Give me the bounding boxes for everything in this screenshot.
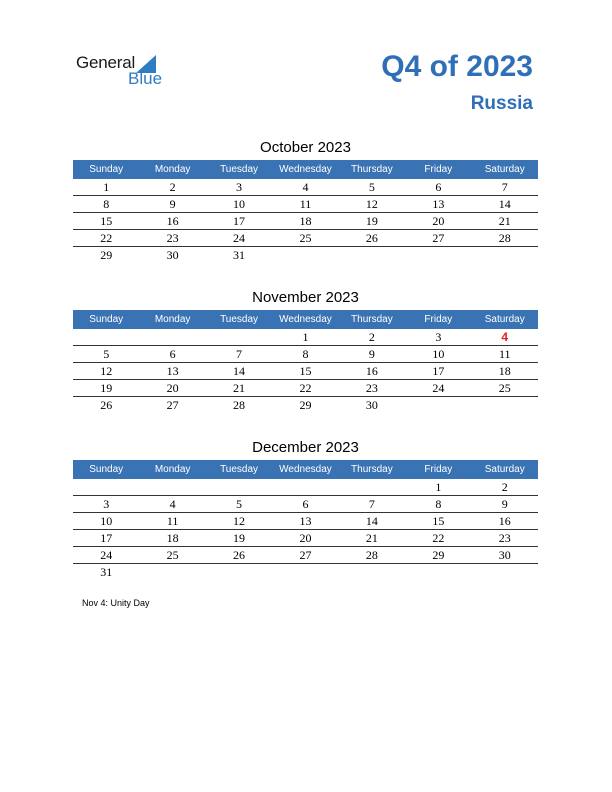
day-cell [405, 397, 471, 413]
day-cell: 21 [365, 531, 378, 545]
day-cell: 23 [498, 531, 511, 545]
country-name: Russia [470, 93, 533, 114]
weekday-label: Thursday [351, 464, 393, 475]
day-cell: 2 [169, 180, 176, 194]
day-cell: 28 [233, 398, 246, 412]
day-cell: 15 [432, 514, 445, 528]
day-cell: 26 [365, 231, 378, 245]
day-cell: 11 [299, 197, 312, 211]
day-cell: 29 [100, 248, 113, 262]
weekday-label: Sunday [89, 314, 124, 325]
day-cell: 3 [236, 180, 243, 194]
week-row [73, 230, 538, 247]
day-cell: 15 [100, 214, 113, 228]
weekday-label: Wednesday [279, 464, 332, 475]
day-cell: 5 [236, 497, 243, 511]
day-cell [206, 479, 272, 495]
day-cell: 22 [100, 231, 113, 245]
day-cell: 15 [299, 364, 312, 378]
day-cell: 7 [236, 347, 243, 361]
day-cell: 18 [166, 531, 179, 545]
day-cell [405, 247, 471, 263]
month-title: November 2023 [252, 289, 359, 306]
week-row [73, 363, 538, 380]
weekday-label: Saturday [484, 314, 525, 325]
day-cell [73, 329, 139, 345]
day-cell [206, 564, 272, 580]
day-cell: 3 [435, 330, 442, 344]
day-cell [339, 479, 405, 495]
day-cell: 21 [233, 381, 246, 395]
week-row [73, 380, 538, 397]
day-cell: 7 [501, 180, 508, 194]
day-cell: 14 [233, 364, 246, 378]
day-cell: 8 [103, 197, 110, 211]
day-cell [272, 247, 338, 263]
day-cell: 2 [368, 330, 375, 344]
day-cell: 30 [365, 398, 378, 412]
day-cell: 13 [432, 197, 445, 211]
day-cell: 26 [100, 398, 113, 412]
day-cell [472, 564, 538, 580]
weekday-label: Saturday [484, 464, 525, 475]
weekday-header [73, 310, 538, 329]
day-cell [272, 479, 338, 495]
day-cell: 30 [498, 548, 511, 562]
day-cell: 24 [432, 381, 445, 395]
day-cell: 10 [432, 347, 445, 361]
day-cell-holiday: 4 [501, 330, 509, 344]
day-cell: 23 [166, 231, 179, 245]
day-cell: 17 [233, 214, 246, 228]
day-cell [339, 247, 405, 263]
logo-text-blue: Blue [128, 69, 163, 88]
month-december [73, 437, 538, 580]
day-cell: 22 [299, 381, 312, 395]
week-row [73, 346, 538, 363]
day-cell: 25 [498, 381, 511, 395]
weekday-label: Monday [154, 464, 191, 475]
page-title: Q4 of 2023 [381, 50, 533, 83]
weekday-label: Sunday [89, 464, 124, 475]
day-cell: 20 [299, 531, 312, 545]
month-october [73, 137, 538, 263]
day-cell: 14 [498, 197, 511, 211]
day-cell: 7 [368, 497, 375, 511]
day-cell [272, 564, 338, 580]
day-cell: 4 [169, 497, 176, 511]
day-cell: 16 [365, 364, 378, 378]
day-cell: 8 [302, 347, 309, 361]
day-cell: 28 [498, 231, 511, 245]
day-cell: 19 [100, 381, 113, 395]
day-cell: 27 [432, 231, 445, 245]
week-row [73, 397, 538, 413]
day-cell: 11 [498, 347, 511, 361]
day-cell: 6 [169, 347, 176, 361]
day-cell [139, 564, 205, 580]
month-title: December 2023 [252, 439, 359, 456]
day-cell: 9 [169, 197, 176, 211]
day-cell [139, 329, 205, 345]
day-cell: 18 [498, 364, 511, 378]
day-cell: 20 [432, 214, 445, 228]
day-cell: 12 [100, 364, 113, 378]
day-cell: 23 [365, 381, 378, 395]
day-cell: 31 [100, 565, 113, 579]
day-cell: 22 [432, 531, 445, 545]
day-cell [206, 329, 272, 345]
day-cell: 9 [368, 347, 375, 361]
day-cell: 6 [302, 497, 309, 511]
week-row [73, 564, 538, 580]
week-row [73, 496, 538, 513]
weekday-label: Saturday [484, 164, 525, 175]
day-cell: 6 [435, 180, 442, 194]
week-row [73, 513, 538, 530]
day-cell: 1 [103, 180, 110, 194]
day-cell: 5 [368, 180, 375, 194]
weekday-label: Friday [424, 464, 453, 475]
month-grid [73, 179, 538, 263]
day-cell [139, 479, 205, 495]
day-cell: 10 [233, 197, 246, 211]
weekday-label: Monday [154, 164, 191, 175]
day-cell: 16 [498, 514, 511, 528]
day-cell: 27 [299, 548, 312, 562]
week-row [73, 479, 538, 496]
day-cell: 24 [100, 548, 113, 562]
weekday-label: Tuesday [220, 314, 259, 325]
month-title: October 2023 [260, 139, 351, 156]
day-cell: 17 [432, 364, 445, 378]
week-row [73, 196, 538, 213]
day-cell [472, 247, 538, 263]
week-row [73, 547, 538, 564]
logo-text-general: General [76, 53, 136, 72]
month-grid [73, 329, 538, 413]
day-cell: 2 [501, 480, 508, 494]
day-cell: 19 [233, 531, 246, 545]
day-cell: 11 [166, 514, 179, 528]
day-cell: 21 [498, 214, 511, 228]
weekday-label: Wednesday [279, 164, 332, 175]
day-cell: 20 [166, 381, 179, 395]
day-cell: 19 [365, 214, 378, 228]
day-cell: 16 [166, 214, 179, 228]
month-grid [73, 479, 538, 580]
weekday-label: Monday [154, 314, 191, 325]
week-row [73, 179, 538, 196]
weekday-label: Friday [424, 164, 453, 175]
day-cell: 12 [233, 514, 246, 528]
day-cell: 12 [365, 197, 378, 211]
generalblue-logo [76, 53, 186, 89]
holiday-notes [82, 598, 150, 608]
week-row [73, 247, 538, 263]
day-cell: 30 [166, 248, 179, 262]
day-cell: 25 [166, 548, 179, 562]
day-cell: 31 [233, 248, 246, 262]
weekday-label: Friday [424, 314, 453, 325]
day-cell [339, 564, 405, 580]
weekday-label: Tuesday [220, 464, 259, 475]
day-cell [405, 564, 471, 580]
day-cell [73, 479, 139, 495]
weekday-header [73, 160, 538, 179]
day-cell: 4 [302, 180, 309, 194]
week-row [73, 329, 538, 346]
weekday-label: Wednesday [279, 314, 332, 325]
day-cell: 25 [299, 231, 312, 245]
day-cell: 13 [166, 364, 179, 378]
day-cell: 18 [299, 214, 312, 228]
day-cell: 1 [302, 330, 309, 344]
day-cell: 1 [435, 480, 442, 494]
day-cell: 5 [103, 347, 110, 361]
day-cell: 26 [233, 548, 246, 562]
day-cell: 8 [435, 497, 442, 511]
day-cell: 28 [365, 548, 378, 562]
day-cell: 29 [432, 548, 445, 562]
weekday-label: Tuesday [220, 164, 259, 175]
day-cell: 29 [299, 398, 312, 412]
month-november [73, 287, 538, 413]
week-row [73, 213, 538, 230]
weekday-label: Thursday [351, 164, 393, 175]
weekday-label: Sunday [89, 164, 124, 175]
day-cell: 14 [365, 514, 378, 528]
day-cell: 24 [233, 231, 246, 245]
holiday-note: Nov 4: Unity Day [82, 598, 150, 608]
day-cell: 17 [100, 531, 113, 545]
day-cell: 9 [501, 497, 508, 511]
day-cell: 27 [166, 398, 179, 412]
weekday-header [73, 460, 538, 479]
day-cell: 10 [100, 514, 113, 528]
day-cell: 13 [299, 514, 312, 528]
week-row [73, 530, 538, 547]
weekday-label: Thursday [351, 314, 393, 325]
day-cell [472, 397, 538, 413]
day-cell: 3 [103, 497, 110, 511]
